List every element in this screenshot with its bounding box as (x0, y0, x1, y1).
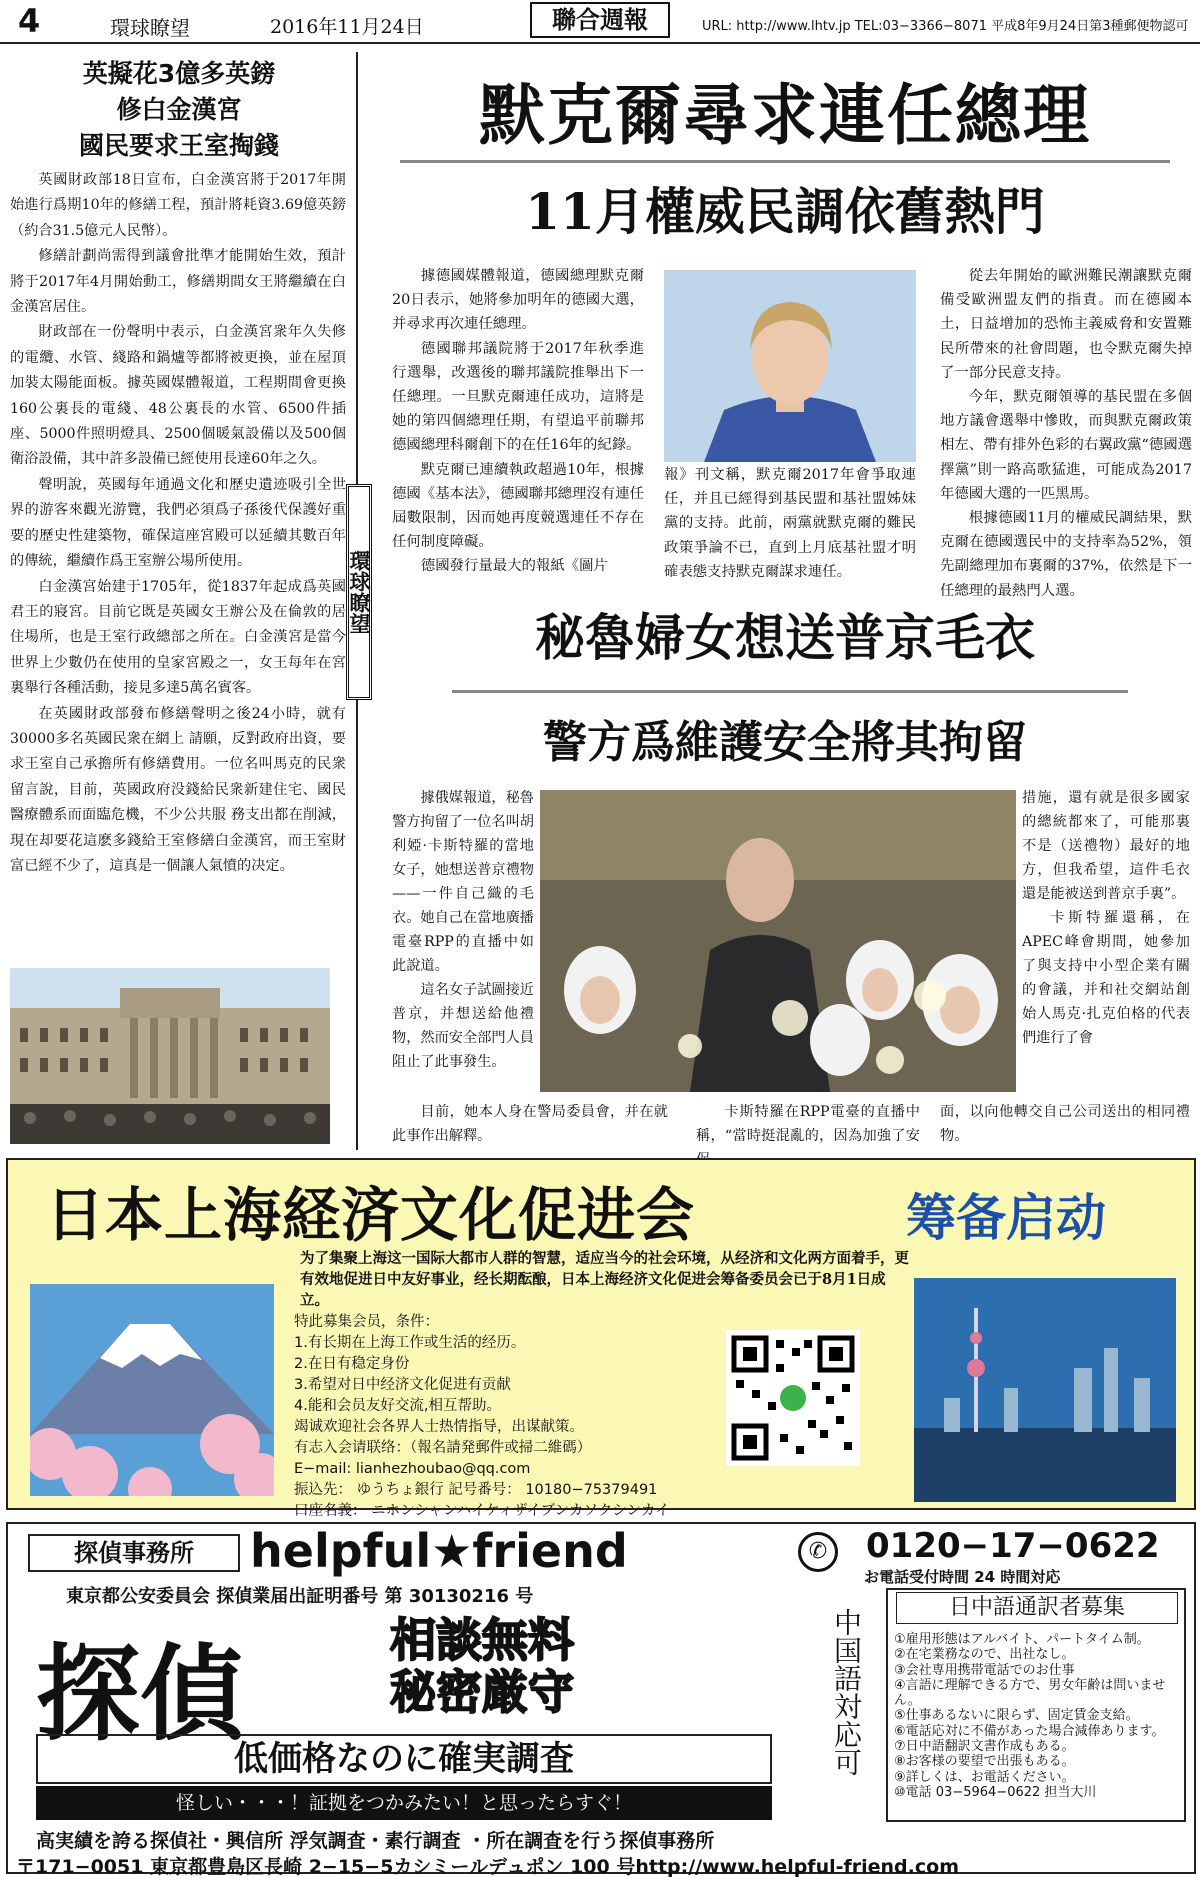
peru-column-1-bottom: 目前，她本人身在警局委員會，并在就此事作出解釋。 (392, 1104, 668, 1144)
paragraph: 措施，還有就是很多國家的總統都來了，可能那裏不是（送禮物）最好的地方，但我希望，這件毛衣還是能被送到普京手裏”。 (1022, 790, 1190, 902)
list-item: ⑧お客様の要望で出張もある。 (894, 1754, 1075, 1770)
services-line: 高実績を誇る探偵社・興信所 浮気調査・素行調査 ・所在調査を行う探偵事務所 (36, 1830, 715, 1852)
agency-tag: 探偵事務所 (28, 1534, 240, 1572)
contact-line: URL: http://www.lhtv.jp TEL:03−3366−8071 平成8年9月24日第3種郵便物認可 (702, 19, 1189, 34)
paragraph: 白金漢宮始建于1705年，從1837年起成爲英國君王的寢宮。目前它既是英國女王辦公及在倫敦的居住場所，也是王室行政總部之所在。白金漢宮是當今世界上少數仍在使用的皇家宮殿之一，女王每年在宮裏舉行各種活動，接見多達5萬名賓客。 (10, 578, 346, 697)
headline-rule (452, 690, 1128, 693)
condition-item: 3.希望对日中经济文化促进有贡献 (294, 1377, 511, 1393)
email-text[interactable]: E−mail: lianhezhoubao@qq.com (294, 1461, 531, 1477)
condition-item: 2.在日有稳定身份 (294, 1356, 410, 1372)
peru-column-1 (392, 786, 534, 1074)
black-banner: 怪しい・・・！証拠をつかみたい！と思ったらすぐ！ (36, 1786, 772, 1820)
paragraph: 今年，默克爾領導的基民盟在多個地方議會選舉中慘敗，而與默克爾政策相左、帶有排外色彩的右翼政黨“德國選擇黨”則一路高歌猛進，可能成為2017年德國大選的一匹黑馬。 (940, 389, 1192, 502)
merkel-column-2: 報》刊文稱，默克爾2017年會爭取連任，并且已經得到基民盟和基社盟姊妹黨的支持。此前，兩黨就默克爾的難民政策爭論不已，直到上月底基社盟才明確表態支持默克爾謀求連任。 (664, 467, 916, 580)
paragraph: 德國聯邦議院將于2017年秋季進行選舉，改選後的聯邦議院推舉出下一任總理。一旦默克爾連任成功，這將是她的第四個總理任期，有望追平前聯邦德國總理科爾創下的在任16年的紀錄。 (392, 340, 644, 454)
paragraph: 據德國媒體報道，德國總理默克爾20日表示，她將參加明年的德國大選，并尋求再次連任總理。 (392, 268, 644, 333)
left-headline: 英擬花3億多英鎊 修白金漢宮 國民要求王室掏錢 (78, 59, 279, 160)
condition-item: 1.有长期在上海工作或生活的经历。 (294, 1335, 526, 1351)
paragraph: 根據德國11月的權威民調結果，默克爾在德國選民中的支持率為52%，領先副總理加布裏爾的37%，依然是下一任總理的最熱門人選。 (940, 510, 1192, 599)
merkel-headline: 默克爾尋求連任總理 (479, 77, 1091, 154)
section-stamp: 環球瞭望 (346, 484, 372, 700)
section-name: 環球瞭望 (110, 16, 190, 40)
list-item: ①雇用形態はアルバイト、パートタイム制。 (894, 1632, 1150, 1647)
paragraph: 德國發行量最大的報紙《圖片 (420, 558, 608, 575)
left-article-body (10, 168, 346, 879)
shanghai-association-ad (6, 1158, 1196, 1519)
paragraph: 在英國財政部發布修繕聲明之後24小時，就有30000多名英國民衆在網上 請願，反對政府出資，要求王室自己承擔所有修繕費用。一位名叫馬克的民衆留言說，目前，英國政府没錢給民衆新建住宅、國民醫療體系而面臨危機，不少公共服 務支出都在削減，現在却要花這麽多錢給王室修繕白金漢宮，而王室財富已經不少了，這真是一個讓人氣憤的决定。 (10, 705, 346, 874)
paragraph: 財政部在一份聲明中表示，白金漢宮衆年久失修的電纜、水管、綫路和鍋爐等都將被更換，並在屋頂加裝太陽能面板。據英國媒體報道，工程期間會更換160公裏長的電綫、48公裏長的水管、6500件插座、5000件照明燈具、2500個暖氣設備以及500個衛浴設備，其中許多設備已經使用長達60年之久。 (10, 324, 346, 468)
phone-number[interactable]: 0120−17−0622 (866, 1526, 1160, 1566)
peru-column-3-bottom: 面，以向他轉交自己公司送出的相同禮物。 (940, 1104, 1190, 1144)
merkel-subheadline: 11月權威民調依舊熱門 (525, 182, 1045, 241)
list-item: ⑤仕事あるないに限らず、固定賃金支給。 (894, 1708, 1139, 1724)
list-item: ⑥電話応対に不備があった場合減俸あります。 (894, 1723, 1165, 1739)
phone-icon: ✆ (798, 1532, 838, 1572)
page-header (0, 0, 1200, 44)
paragraph: 據俄媒報道，秘魯警方拘留了一位名叫胡利婭·卡斯特羅的當地女子，她想送普京禮物——一件自己織的毛衣。她自己在當地廣播電臺RPP的直播中如此說道。 (392, 790, 534, 974)
recruit-title: 日中語通訳者募集 (896, 1592, 1178, 1624)
paragraph: 英國財政部18日宣布，白金漢宮將于2017年開始進行爲期10年的修繕工程，預計將耗資3.69億英鎊（約合31.5億元人民幣）。 (10, 172, 346, 239)
headline-rule (400, 160, 1170, 163)
list-item: ②在宅業務なので、出社なし。 (894, 1647, 1075, 1663)
page-number: 4 (18, 2, 41, 40)
paragraph: 這名女子試圖接近普京，并想送給他禮物，然而安全部門人員阻止了此事發生。 (392, 982, 534, 1070)
brand-name: helpful★friend (250, 1524, 628, 1578)
qr-code[interactable] (726, 1330, 860, 1466)
tagline: 低価格なのに確実調査 (36, 1734, 772, 1784)
list-item: ⑦日中語翻訳文書作成もある。 (894, 1739, 1075, 1755)
list-item: ⑩電話 03−5964−0622 担当大川 (894, 1784, 1097, 1800)
ad-subtitle: 筹备启动 (906, 1189, 1106, 1247)
recruit-list (894, 1632, 1182, 1800)
ad-conditions: 特此募集会员，条件： 1.有长期在上海工作或生活的经历。 2.在日有稳定身份 3.希望对日中经济文化促进有贡献 4.能和会员友好交流,相互帮助。 竭诚欢迎社会各界人士热情指导，出谋献策。 有志入会请联络：（報名請発郵件或掃二維碼） E−mail: lianhezhoubao@qq.com 振込先： ゆうちょ銀行 記号番号： 10180−75379491 口座名義： ニホンシャンハイケィザイブンカソクシンカイ (294, 1312, 724, 1522)
list-item: ④言語に理解できる方で、男女年齢は問いません。 (894, 1677, 1166, 1709)
putin-photo (540, 790, 1016, 1092)
ad-intro: 为了集聚上海这一国际大都市人群的智慧，适应当今的社会环境，从经济和文化两方面着手，更有效地促进日中友好事业，经长期酝酿，日本上海经济文化促进会筹备委员会已于8月1日成立。 (300, 1250, 909, 1309)
issue-date: 2016年11月24日 (270, 16, 424, 38)
mount-fuji-photo (30, 1284, 274, 1496)
paragraph: 聲明說，英國每年通過文化和歷史遺迹吸引全世界的游客來觀光游覽，我們必須爲子孫後代保護好重要的歷史性建築物，確保這座宮殿可以延續其數百年的傳統，繼續作爲王室辦公場所使用。 (10, 476, 346, 570)
list-item: ⑨詳しくは、お電話ください。 (894, 1769, 1075, 1785)
peru-headline: 秘魯婦女想送普京毛衣 (535, 609, 1035, 667)
big-title: 探偵 (36, 1633, 245, 1755)
paragraph: 修繕計劃尚需得到議會批準才能開始生效，預計將于2017年4月開始動工，修繕期間女王將繼續在白金漢宮居住。 (10, 248, 346, 316)
peru-subheadline: 警方爲維護安全將其拘留 (543, 717, 1027, 768)
phone-hours: お電話受付時間 24 時間対応 (864, 1568, 1061, 1586)
detective-agency-ad (6, 1520, 1196, 1877)
outline-slogans: 相談無料 秘密厳守 (390, 1613, 574, 1719)
paragraph: 從去年開始的歐洲難民潮讓默克爾備受歐洲盟友們的指責。而在德國本土，日益增加的恐怖主義威脅和安置難民所帶來的社會問題，也令默克爾失掉了一部分民意支持。 (940, 268, 1192, 381)
buckingham-palace-photo (10, 968, 330, 1144)
ad-title: 日本上海経済文化促进会 (46, 1181, 696, 1249)
qr-code-icon (726, 1330, 860, 1466)
list-item: ③会社専用携帯電話でのお仕事 (894, 1662, 1075, 1678)
chinese-support-note: 中国語対応可 (830, 1608, 863, 1776)
peru-column-3 (1022, 786, 1190, 1050)
condition-item: 4.能和会员友好交流,相互帮助。 (294, 1398, 501, 1414)
merkel-photo (664, 270, 916, 462)
paragraph: 卡斯特羅還稱，在APEC峰會期間，她參加了與支持中小型企業有關的會議，并和社交網站創始人馬克·扎克伯格的代表們進行了會 (1022, 910, 1190, 1046)
license-line: 東京都公安委員会 探偵業届出証明番号 第 30130216 号 (66, 1586, 534, 1607)
peru-column-2-bottom: 卡斯特羅在RPP電臺的直播中稱，“當時挺混亂的，因為加強了安 (696, 1104, 920, 1144)
paragraph: 默克爾已連續執政超過10年，根據德國《基本法》，德國聯邦總理沒有連任屆數限制，因而她再度競選連任不存在任何制度障礙。 (392, 461, 644, 551)
masthead: 聯合週報 (530, 2, 670, 38)
address-line: 〒171−0051 東京都豊島区長崎 2−15−5カシミールデュポン 100 号http://www.helpful-friend.com (16, 1856, 959, 1877)
merkel-column-3 (940, 264, 1192, 603)
shanghai-skyline-photo (914, 1278, 1176, 1502)
merkel-column-1 (392, 264, 644, 579)
